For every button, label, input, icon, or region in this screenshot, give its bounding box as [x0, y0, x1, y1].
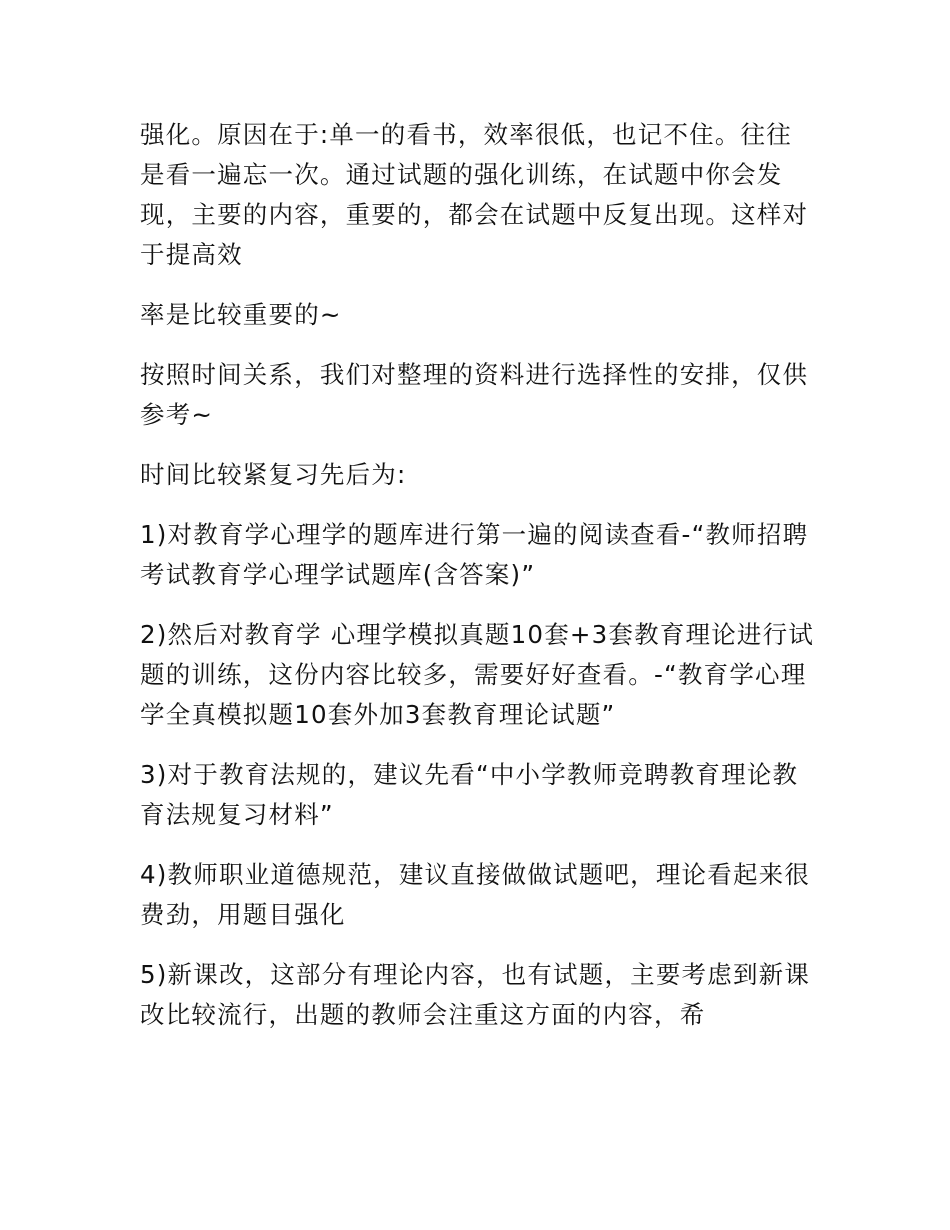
paragraph-intro: 强化。原因在于:单一的看书，效率很低，也记不住。往往是看一遍忘一次。通过试题的强化训练，在试题中你会发现，主要的内容，重要的，都会在试题中反复出现。这样对于提高效	[140, 120, 809, 269]
list-item-1: 1)对教育学心理学的题库进行第一遍的阅读查看-“教师招聘考试教育学心理学试题库(含答案)”	[140, 520, 809, 589]
document-body	[140, 115, 815, 1055]
list-item-2: 2)然后对教育学 心理学模拟真题10套+3套教育理论进行试题的训练，这份内容比较多，需要好好查看。-“教育学心理学全真模拟题10套外加3套教育理论试题”	[140, 620, 815, 729]
paragraph-order-heading: 时间比较紧复习先后为:	[140, 460, 407, 489]
list-item-3: 3)对于教育法规的，建议先看“中小学教师竞聘教育理论教育法规复习材料”	[140, 760, 799, 829]
paragraph-continuation: 率是比较重要的~	[140, 300, 342, 329]
list-item-5: 5)新课改，这部分有理论内容，也有试题，主要考虑到新课改比较流行，出题的教师会注重这方面的内容，希	[140, 960, 811, 1029]
paragraph-arrangement: 按照时间关系，我们对整理的资料进行选择性的安排，仅供参考~	[140, 360, 809, 429]
list-item-4: 4)教师职业道德规范，建议直接做做试题吧，理论看起来很费劲，用题目强化	[140, 860, 811, 929]
